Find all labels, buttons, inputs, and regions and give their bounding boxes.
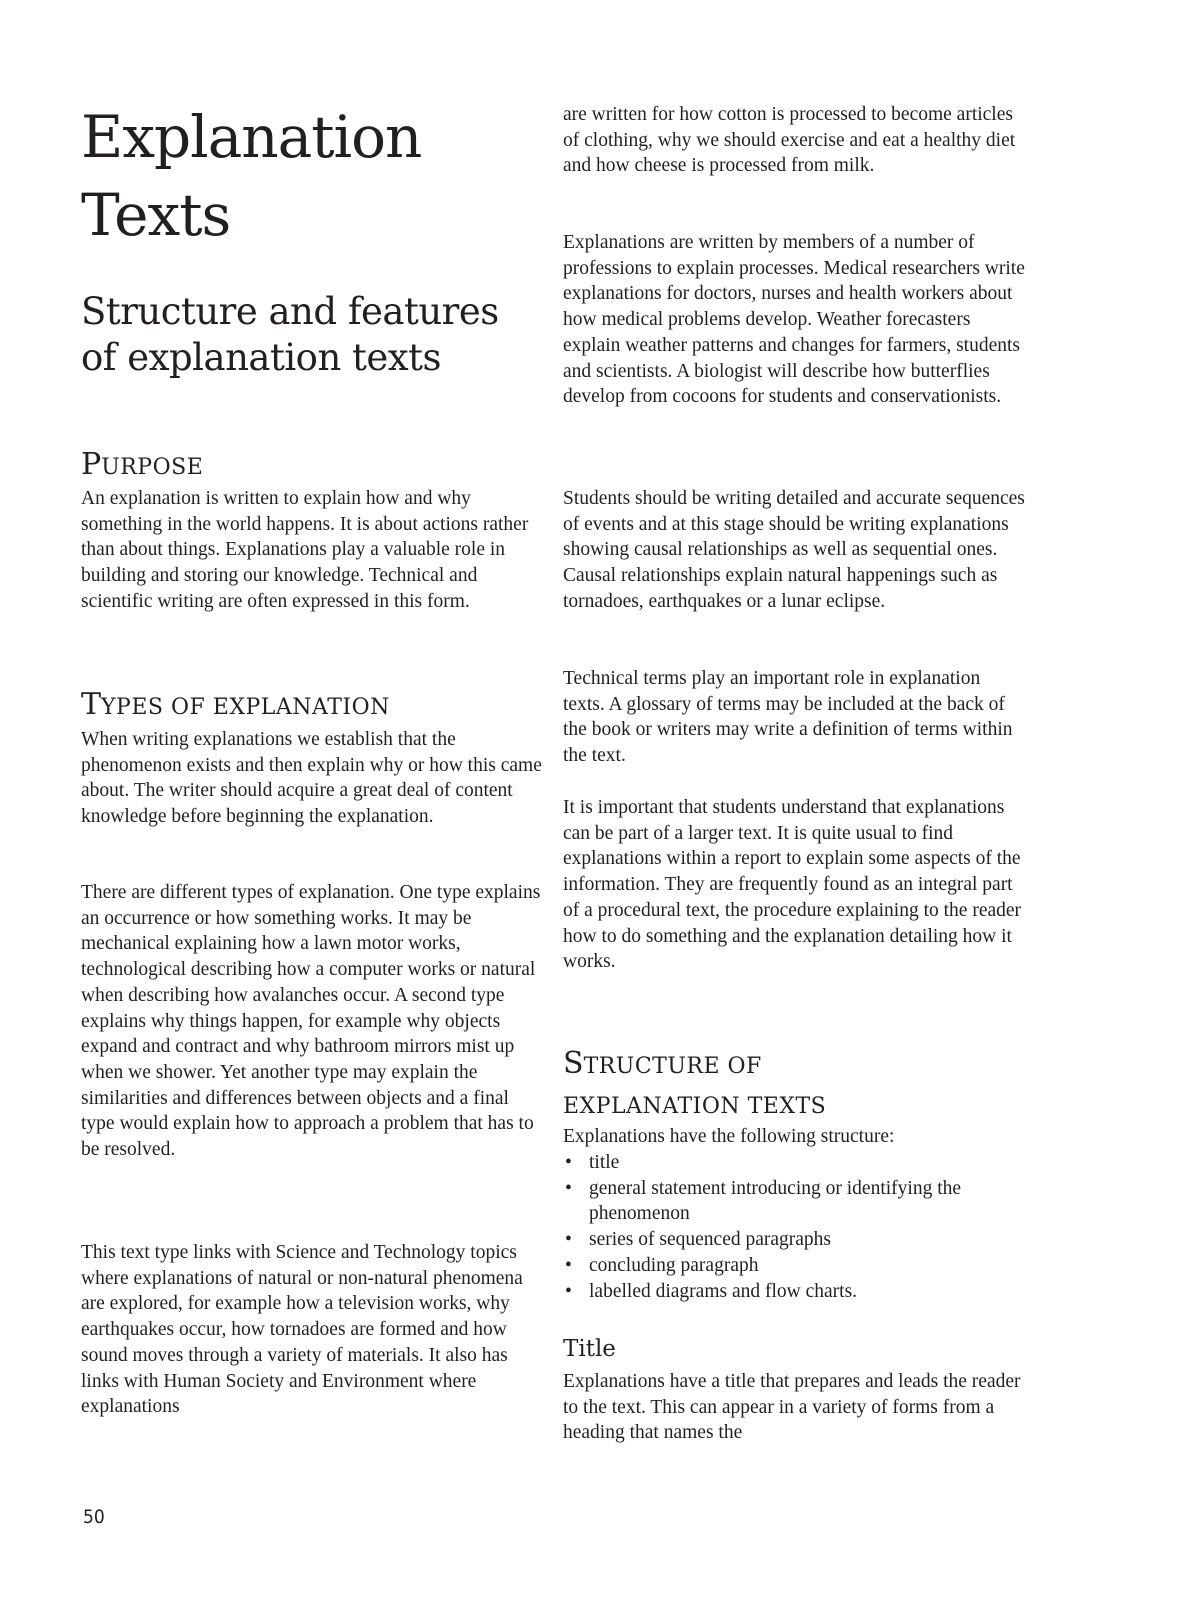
types-heading-rest: YPES OF EXPLANATION xyxy=(101,695,390,720)
purpose-paragraph: An explanation is written to explain how and why something in the world happens. It is about actions rather than about things. Explanations play a valuable role in building and storing our knowledge. Technical and scientific writing are often expressed in this form. xyxy=(81,488,529,612)
structure-heading-rest: TRUCTURE OF xyxy=(583,1054,762,1079)
types-paragraph-1: When writing explanations we establish that the phenomenon exists and then explain why or how this came about. The writer should acquire a great deal of content knowledge before beginning the explanation. xyxy=(81,729,542,828)
section-subtitle xyxy=(81,289,499,381)
types-paragraph-2: There are different types of explanation. One type explains an occurrence or how something works. It may be mechanical explaining how a lawn motor works, technological describing how a computer works or natural when describing how avalanches occur. A second type explains why things happen, for example why objects expand and contract and why bathroom mirrors mist up when we shower. Yet another type may explain the similarities and differences between objects and a final type would explain how to approach a problem that has to be resolved. xyxy=(81,882,541,1161)
types-paragraph-3: This text type links with Science and Technology topics where explanations of natural or non-natural phenomena are explored, for example how a television works, why earthquakes occur, how tornadoes are formed and how sound moves through a variety of materials. It also has links with Human Society and Environment where explanations xyxy=(81,1242,523,1418)
structure-heading-cap: S xyxy=(563,1046,584,1081)
purpose-heading xyxy=(81,446,203,487)
right-paragraph-1: are written for how cotton is processed to become articles of clothing, why we should exercise and eat a healthy diet and how cheese is processed from milk. xyxy=(563,104,1016,177)
structure-intro: Explanations have the following structure: xyxy=(563,1126,895,1147)
title-subheading: Title xyxy=(563,1336,616,1362)
types-heading-cap: T xyxy=(81,687,102,722)
structure-heading xyxy=(563,1045,826,1126)
main-title xyxy=(81,98,421,254)
structure-bullet: • series of sequenced paragraphs xyxy=(563,1227,1025,1253)
structure-bullet: • labelled diagrams and flow charts. xyxy=(563,1279,1025,1305)
subtitle-line-1: Structure and features xyxy=(81,290,499,333)
purpose-heading-rest: URPOSE xyxy=(101,455,204,480)
page-number: 50 xyxy=(83,1506,105,1528)
right-paragraph-3: Students should be writing detailed and accurate sequences of events and at this stage should be writing explanations showing causal relationships as well as sequential ones. Causal relationships explain natural happenings such as tornadoes, earthquakes or a lunar eclipse. xyxy=(563,488,1025,612)
main-title-line-2: Texts xyxy=(81,181,231,249)
main-title-line-1: Explanation xyxy=(81,103,422,171)
title-paragraph: Explanations have a title that prepares and leads the reader to the text. This can appear in a variety of forms from a heading that names the xyxy=(563,1371,1021,1444)
subtitle-line-2: of explanation texts xyxy=(81,336,442,379)
purpose-heading-cap: P xyxy=(81,447,102,482)
right-paragraph-2: Explanations are written by members of a number of professions to explain processes. Medical researchers write explanations for doctors, nurses and health workers about how medical problems develop. Weather forecasters explain weather patterns and changes for farmers, students and scientists. A biologist will describe how butterflies develop from cocoons for students and conservationists. xyxy=(563,232,1025,408)
structure-bullet: • title xyxy=(563,1150,1025,1176)
right-paragraph-5: It is important that students understand that explanations can be part of a larger text. It is quite usual to find explanations within a report to explain some aspects of the information. They are frequently found as an integral part of a procedural text, the procedure explaining to the reader how to do something and the explanation detailing how it works. xyxy=(563,797,1022,973)
right-paragraph-4: Technical terms play an important role in explanation texts. A glossary of terms may be included at the back of the book or writers may write a definition of terms within the text. xyxy=(563,668,1013,767)
structure-heading-line-2: EXPLANATION TEXTS xyxy=(563,1094,827,1119)
structure-bullet: • concluding paragraph xyxy=(563,1253,1025,1279)
types-heading xyxy=(81,686,390,727)
structure-bullet-list xyxy=(563,1150,1025,1304)
structure-bullet: • general statement introducing or identifying the phenomenon xyxy=(563,1176,1025,1227)
